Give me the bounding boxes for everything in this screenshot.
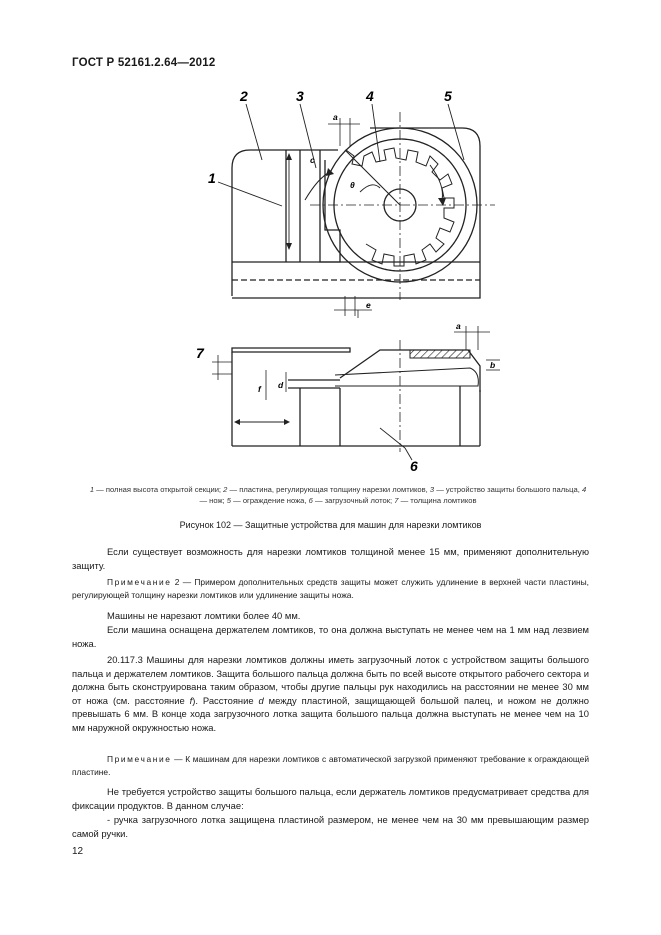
document-header: ГОСТ Р 52161.2.64—2012 (72, 57, 216, 69)
dim-a-side: a (456, 321, 461, 331)
dim-a-top: a (333, 112, 338, 122)
callout-6: 6 (410, 458, 418, 474)
dim-f: f (258, 384, 261, 394)
callout-4: 4 (366, 88, 374, 104)
callout-2: 2 (240, 88, 248, 104)
callout-1: 1 (208, 170, 216, 186)
paragraph-slice-holder: Если машина оснащена держателем ломтиков, то она должна выступать не менее чем на 1 мм над лезвием ножа. (72, 624, 589, 649)
callout-5: 5 (444, 88, 452, 104)
dim-d: d (278, 380, 284, 390)
note-2: Примечание 2 — Примером дополнительных средств защиты может служить удлинение в верхней части пластины, регулирующей толщину нарезки ломтиков или удлинение защиты ножа. (72, 577, 589, 600)
page-number: 12 (72, 846, 84, 857)
dim-theta: θ (350, 180, 355, 190)
paragraph-no-thumb-guard: Не требуется устройство защиты большого пальца, если держатель ломтиков предусматривает средства для фиксации продуктов. В данном случае: (72, 786, 589, 811)
dim-c: c (310, 155, 315, 165)
paragraph-20-117-3: 20.117.3 Машины для нарезки ломтиков должны иметь загрузочный лоток с устройством защиты большого пальца и держателем ломтиков. Защита большого пальца должна быть по всей высоте открытого рабочего сектора и должна быть сконструирована таким образом, чтобы другие пальцы рук находились на расстоянии не менее 30 мм от ножа (см. расстояние f). Расстояние d между пластиной, защищающей большой палец, и ножом не должно превышать 6 мм. В конце хода загрузочного лотка защита большого пальца должна выступать не менее чем на 10 мм наружной окружностью ножа. (72, 654, 589, 733)
paragraph-max-40mm: Машины не нарезают ломтики более 40 мм. (107, 610, 301, 621)
dim-e: e (366, 300, 371, 310)
note-auto-feed: Примечание — К машинам для нарезки ломтиков с автоматической загрузкой применяют требование к ограждающей пластине. (72, 754, 589, 777)
paragraph-handle-plate: - ручка загрузочного лотка защищена пластиной размером, не менее чем на 30 мм превышающим размер самой ручки. (72, 814, 589, 839)
figure-title: Рисунок 102 — Защитные устройства для машин для нарезки ломтиков (179, 520, 482, 530)
paragraph-extra-protection: Если существует возможность для нарезки ломтиков толщиной менее 15 мм, применяют дополнительную защиту. (72, 546, 589, 571)
figure-legend: 1 — полная высота открытой секции; 2 — пластина, регулирующая толщину нарезки ломтиков, 3 — устройство защиты большого пальца, 4 — нож; 5 — ограждение ножа, 6 — загрузочный лоток; 7 — толщина ломтиков (89, 485, 587, 505)
callout-3: 3 (296, 88, 304, 104)
dim-b: b (490, 360, 496, 370)
callout-7: 7 (196, 345, 204, 361)
